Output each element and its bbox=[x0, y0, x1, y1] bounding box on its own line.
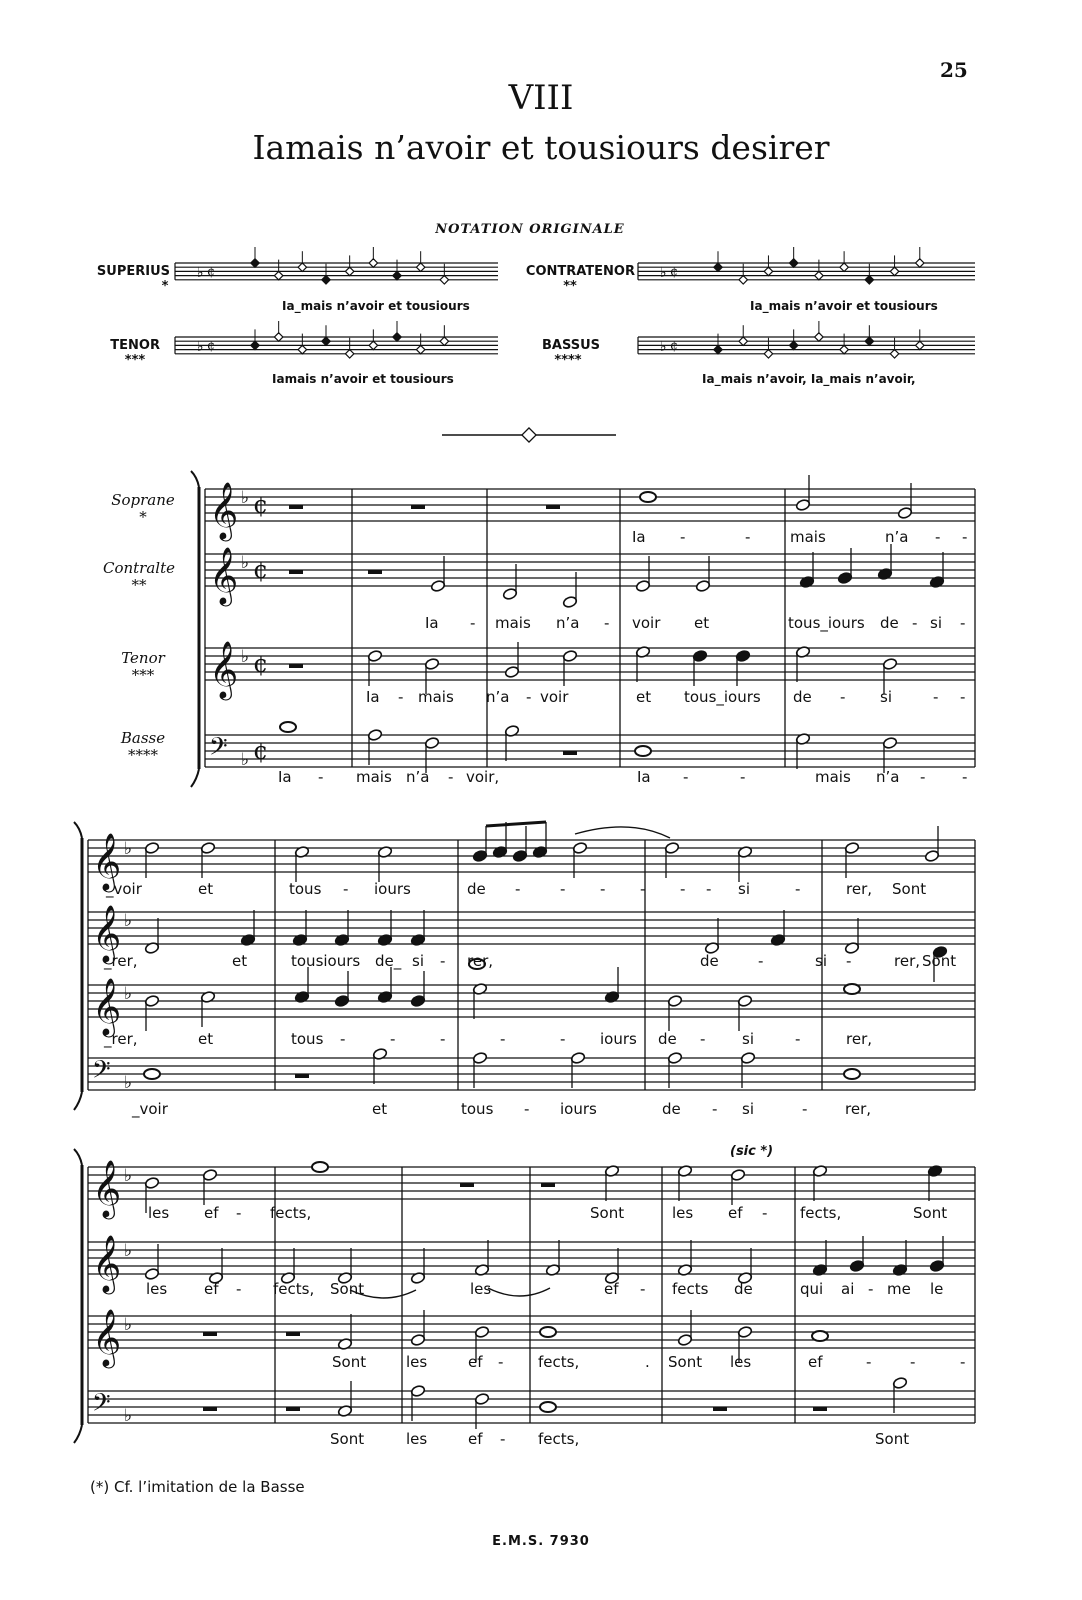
lyric-syllable: ef bbox=[808, 1353, 823, 1371]
lyric-syllable: - bbox=[236, 1280, 242, 1298]
lyric-syllable: ef bbox=[204, 1280, 219, 1298]
flat-icon: ♭ bbox=[241, 647, 250, 667]
lyric-syllable: voir bbox=[540, 688, 569, 706]
incipit-label-superius: SUPERIUS * bbox=[96, 264, 170, 294]
lyric-syllable: les bbox=[730, 1353, 752, 1371]
whole-rest bbox=[286, 1332, 300, 1336]
whole-note bbox=[540, 1402, 556, 1412]
lyric-syllable: si bbox=[742, 1030, 754, 1048]
mensural-note bbox=[393, 271, 401, 279]
cut-time-icon: ¢ bbox=[670, 337, 679, 353]
whole-rest bbox=[286, 1407, 300, 1411]
tie bbox=[488, 1288, 550, 1296]
lyric-syllable: si bbox=[930, 614, 942, 632]
mensural-note bbox=[322, 337, 330, 345]
mensural-note bbox=[815, 271, 823, 279]
lyric-syllable: me bbox=[887, 1280, 911, 1298]
lyric-syllable: Sont bbox=[590, 1204, 625, 1222]
lyric-syllable: - bbox=[910, 1353, 916, 1371]
lyric-syllable: - bbox=[560, 1030, 566, 1048]
lyric-syllable: n’a bbox=[876, 768, 900, 786]
lyric-syllable: fects, bbox=[800, 1204, 842, 1222]
bass-clef-icon: 𝄢 bbox=[92, 1055, 111, 1089]
mensural-note bbox=[865, 337, 873, 345]
lyric-syllable: si bbox=[742, 1100, 754, 1118]
flat-icon: ♭ bbox=[124, 1241, 133, 1261]
lyric-syllable: iours bbox=[374, 880, 411, 898]
lyric-syllable: et bbox=[694, 614, 710, 632]
mensural-note bbox=[916, 341, 924, 349]
mensural-note bbox=[714, 345, 722, 353]
lyric-syllable: - bbox=[912, 614, 918, 632]
cut-time-icon: ¢ bbox=[207, 337, 216, 353]
mensural-note bbox=[890, 350, 898, 358]
mensural-note bbox=[440, 337, 448, 345]
bracket-tail bbox=[74, 1425, 82, 1443]
treble-clef-icon: 𝄞 bbox=[209, 640, 239, 698]
lyric-syllable: ai bbox=[841, 1280, 855, 1298]
lyric-syllable: Sont bbox=[332, 1353, 367, 1371]
lyric-syllable: si bbox=[880, 688, 892, 706]
mensural-note bbox=[840, 345, 848, 353]
flat-icon: ♭ bbox=[660, 265, 667, 281]
lyric-syllable: les bbox=[146, 1280, 168, 1298]
mensural-note bbox=[739, 337, 747, 345]
cut-time-icon: ¢ bbox=[253, 650, 269, 678]
lyric-syllable: de bbox=[700, 952, 719, 970]
lyric-syllable: et bbox=[372, 1100, 388, 1118]
whole-rest bbox=[713, 1407, 727, 1411]
flat-icon: ♭ bbox=[124, 1406, 133, 1426]
lyric-syllable: - bbox=[758, 952, 764, 970]
lyric-syllable: rer, bbox=[845, 1100, 872, 1118]
mensural-note bbox=[789, 341, 797, 349]
catalog-number: E.M.S. 7930 bbox=[492, 1534, 590, 1549]
flat-icon: ♭ bbox=[124, 1315, 133, 1335]
lyric-syllable: - bbox=[846, 952, 852, 970]
lyric-syllable: Sont bbox=[330, 1280, 365, 1298]
flat-icon: ♭ bbox=[197, 339, 204, 355]
lyric-syllable: - bbox=[560, 880, 566, 898]
lyric-syllable: - bbox=[683, 768, 689, 786]
lyric-syllable: Ia bbox=[632, 528, 646, 546]
lyric-syllable: les bbox=[672, 1204, 694, 1222]
treble-clef-icon: 𝄞 bbox=[92, 832, 122, 890]
mensural-note bbox=[865, 276, 873, 284]
lyric-syllable: mais bbox=[790, 528, 826, 546]
whole-note bbox=[280, 722, 296, 732]
flat-icon: ♭ bbox=[197, 265, 204, 281]
notation-heading: NOTATION ORIGINALE bbox=[435, 222, 625, 237]
lyric-syllable: fects, bbox=[273, 1280, 315, 1298]
lyric-syllable: de bbox=[880, 614, 899, 632]
whole-note bbox=[540, 1327, 556, 1337]
lyric-syllable: Ia bbox=[425, 614, 439, 632]
lyric-syllable: voir, bbox=[466, 768, 500, 786]
lyric-syllable: - bbox=[524, 1100, 530, 1118]
whole-note bbox=[635, 746, 651, 756]
mensural-note bbox=[393, 333, 401, 341]
lyric-syllable: tous bbox=[291, 1030, 324, 1048]
lyric-syllable: - bbox=[440, 952, 446, 970]
lyric-syllable: Sont bbox=[922, 952, 957, 970]
lyric-syllable: - bbox=[640, 1280, 646, 1298]
voice-label-basse: Basse **** bbox=[120, 729, 166, 764]
lyric-syllable: - bbox=[712, 1100, 718, 1118]
lyric-syllable: iours bbox=[560, 1100, 597, 1118]
lyric-syllable: tous_iours bbox=[684, 688, 761, 706]
mensural-note bbox=[916, 259, 924, 267]
lyric-syllable: Ia bbox=[637, 768, 651, 786]
lyric-syllable: - bbox=[700, 1030, 706, 1048]
lyric-syllable: fects bbox=[672, 1280, 709, 1298]
lyric-syllable: les bbox=[148, 1204, 170, 1222]
lyric-syllable: de bbox=[793, 688, 812, 706]
whole-rest bbox=[289, 505, 303, 509]
lyric-syllable: Ia bbox=[366, 688, 380, 706]
treble-clef-icon: 𝄞 bbox=[92, 977, 122, 1035]
whole-note bbox=[812, 1331, 828, 1341]
lyric-syllable: _voir bbox=[132, 1100, 168, 1118]
mensural-note bbox=[764, 350, 772, 358]
mensural-note bbox=[274, 333, 282, 341]
lyric-syllable: Ia bbox=[278, 768, 292, 786]
whole-rest bbox=[295, 1074, 309, 1078]
lyric-syllable: et bbox=[232, 952, 248, 970]
lyric-syllable: mais bbox=[356, 768, 392, 786]
lyric-syllable: si bbox=[738, 880, 750, 898]
lyric-syllable: - bbox=[440, 1030, 446, 1048]
lyric-syllable: n’a bbox=[556, 614, 580, 632]
lyric-syllable: - bbox=[604, 614, 610, 632]
lyric-syllable: - bbox=[500, 1430, 506, 1448]
whole-rest bbox=[289, 664, 303, 668]
lyric-syllable: mais bbox=[495, 614, 531, 632]
bracket-tail bbox=[74, 1092, 82, 1110]
lyric-syllable: - bbox=[802, 1100, 808, 1118]
treble-clef-icon: 𝄞 bbox=[209, 546, 239, 604]
whole-rest bbox=[411, 505, 425, 509]
whole-rest bbox=[541, 1183, 555, 1187]
lyric-syllable: Sont bbox=[913, 1204, 948, 1222]
lyric-syllable: - bbox=[960, 688, 966, 706]
tie bbox=[575, 827, 670, 838]
lyric-syllable: - bbox=[398, 688, 404, 706]
lyric-syllable: rer, bbox=[467, 952, 494, 970]
lyric-syllable: n’a bbox=[406, 768, 430, 786]
flat-icon: ♭ bbox=[124, 911, 133, 931]
mensural-note bbox=[369, 259, 377, 267]
voice-label-tenor: Tenor *** bbox=[121, 649, 165, 684]
lyric-syllable: Sont bbox=[668, 1353, 703, 1371]
lyric-syllable: - bbox=[680, 528, 686, 546]
lyric-syllable: les bbox=[406, 1430, 428, 1448]
lyric-syllable: rer, bbox=[894, 952, 921, 970]
lyric-syllable: ef bbox=[728, 1204, 743, 1222]
piece-number: VIII bbox=[508, 78, 574, 118]
lyric-syllable: voir bbox=[632, 614, 661, 632]
whole-rest bbox=[563, 751, 577, 755]
whole-rest bbox=[203, 1407, 217, 1411]
lyric-syllable: - bbox=[762, 1204, 768, 1222]
lyric-syllable: les bbox=[470, 1280, 492, 1298]
lyric-syllable: - bbox=[236, 1204, 242, 1222]
lyric-syllable: n’a bbox=[486, 688, 510, 706]
mensural-note bbox=[369, 341, 377, 349]
flat-icon: ♭ bbox=[124, 1166, 133, 1186]
mensural-note bbox=[890, 267, 898, 275]
incipit-lyric-superius: Ia_mais n’avoir et tousiours bbox=[282, 299, 470, 313]
lyric-syllable: Sont bbox=[892, 880, 927, 898]
flat-icon: ♭ bbox=[241, 750, 250, 770]
lyric-syllable: fects, bbox=[538, 1430, 580, 1448]
voice-label-soprane: Soprane * bbox=[111, 491, 175, 526]
lyric-syllable: de bbox=[658, 1030, 677, 1048]
lyric-syllable: - bbox=[448, 768, 454, 786]
lyric-syllable: Sont bbox=[330, 1430, 365, 1448]
lyric-syllable: - bbox=[745, 528, 751, 546]
lyric-syllable: fects, bbox=[270, 1204, 312, 1222]
ornament-diamond bbox=[522, 428, 536, 442]
whole-rest bbox=[289, 570, 303, 574]
lyric-syllable: et bbox=[636, 688, 652, 706]
mensural-note bbox=[714, 263, 722, 271]
lyric-syllable: le bbox=[930, 1280, 944, 1298]
whole-rest bbox=[546, 505, 560, 509]
lyric-syllable: - bbox=[962, 528, 968, 546]
whole-note bbox=[312, 1162, 328, 1172]
cut-time-icon: ¢ bbox=[207, 263, 216, 279]
lyric-syllable: - bbox=[340, 1030, 346, 1048]
lyric-syllable: rer, bbox=[846, 880, 873, 898]
lyric-syllable: - bbox=[343, 880, 349, 898]
bass-clef-icon: 𝄢 bbox=[209, 732, 228, 766]
whole-note bbox=[844, 1069, 860, 1079]
mensural-note bbox=[739, 276, 747, 284]
treble-clef-icon: 𝄞 bbox=[92, 1234, 122, 1292]
lyric-syllable: de_ bbox=[375, 952, 402, 970]
lyric-syllable: tous bbox=[289, 880, 322, 898]
lyric-syllable: tousiours bbox=[291, 952, 361, 970]
whole-rest bbox=[460, 1183, 474, 1187]
lyric-syllable: . bbox=[645, 1353, 650, 1371]
mensural-note bbox=[416, 345, 424, 353]
whole-rest bbox=[813, 1407, 827, 1411]
lyric-syllable: - bbox=[840, 688, 846, 706]
lyric-syllable: _rer, bbox=[104, 952, 138, 970]
lyric-syllable: - bbox=[933, 688, 939, 706]
mensural-note bbox=[345, 350, 353, 358]
bracket-tail bbox=[191, 769, 199, 787]
lyric-syllable: qui bbox=[800, 1280, 824, 1298]
treble-clef-icon: 𝄞 bbox=[92, 1159, 122, 1217]
lyric-syllable: ef bbox=[468, 1430, 483, 1448]
mensural-note bbox=[416, 263, 424, 271]
lyric-syllable: - bbox=[390, 1030, 396, 1048]
lyric-syllable: Sont bbox=[875, 1430, 910, 1448]
lyric-syllable: - bbox=[500, 1030, 506, 1048]
lyric-syllable: de bbox=[734, 1280, 753, 1298]
flat-icon: ♭ bbox=[124, 839, 133, 859]
lyric-syllable: - bbox=[498, 1353, 504, 1371]
incipit-lyric-contratenor: Ia_mais n’avoir et tousiours bbox=[750, 299, 938, 313]
bass-clef-icon: 𝄢 bbox=[92, 1388, 111, 1422]
cut-time-icon: ¢ bbox=[253, 556, 269, 584]
incipit-label-contratenor: CONTRATENOR ** bbox=[525, 264, 635, 294]
footnote: (*) Cf. l’imitation de la Basse bbox=[90, 1478, 305, 1496]
beam bbox=[486, 822, 546, 826]
lyric-syllable: - bbox=[866, 1353, 872, 1371]
whole-note bbox=[144, 1069, 160, 1079]
piece-title: Iamais n’avoir et tousiours desirer bbox=[252, 128, 830, 167]
lyric-syllable: _voir bbox=[106, 880, 142, 898]
lyric-syllable: - bbox=[740, 768, 746, 786]
treble-clef-icon: 𝄞 bbox=[92, 1308, 122, 1366]
mensural-note bbox=[322, 276, 330, 284]
whole-note bbox=[640, 492, 656, 502]
lyric-syllable: de bbox=[467, 880, 486, 898]
page-number: 25 bbox=[940, 58, 968, 82]
lyric-syllable: - bbox=[318, 768, 324, 786]
mensural-note bbox=[764, 267, 772, 275]
lyric-syllable: et bbox=[198, 1030, 214, 1048]
lyric-syllable: - bbox=[600, 880, 606, 898]
lyric-syllable: - bbox=[515, 880, 521, 898]
whole-rest bbox=[203, 1332, 217, 1336]
flat-icon: ♭ bbox=[241, 553, 250, 573]
voice-label-contralte: Contralte ** bbox=[102, 559, 175, 594]
lyric-syllable: mais bbox=[418, 688, 454, 706]
lyric-syllable: si bbox=[815, 952, 827, 970]
bracket-head bbox=[74, 1149, 82, 1165]
treble-clef-icon: 𝄞 bbox=[92, 904, 122, 962]
lyric-syllable: - bbox=[795, 880, 801, 898]
incipit-lyric-tenor: Iamais n’avoir et tousiours bbox=[272, 372, 454, 386]
flat-icon: ♭ bbox=[241, 488, 250, 508]
lyric-syllable: iours bbox=[600, 1030, 637, 1048]
lyric-syllable: - bbox=[680, 880, 686, 898]
lyric-syllable: - bbox=[706, 880, 712, 898]
flat-icon: ♭ bbox=[124, 984, 133, 1004]
mensural-note bbox=[440, 276, 448, 284]
lyric-syllable: _rer, bbox=[104, 1030, 138, 1048]
treble-clef-icon: 𝄞 bbox=[209, 481, 239, 539]
lyric-syllable: - bbox=[795, 1030, 801, 1048]
mensural-note bbox=[840, 263, 848, 271]
mensural-note bbox=[298, 345, 306, 353]
mensural-note bbox=[815, 333, 823, 341]
cut-time-icon: ¢ bbox=[253, 491, 269, 519]
lyric-syllable: et bbox=[198, 880, 214, 898]
lyric-syllable: les bbox=[406, 1353, 428, 1371]
mensural-note bbox=[251, 341, 259, 349]
lyric-syllable: tous bbox=[461, 1100, 494, 1118]
mensural-note bbox=[345, 267, 353, 275]
incipit-label-bassus: BASSUS **** bbox=[541, 338, 600, 368]
lyric-syllable: mais bbox=[815, 768, 851, 786]
cut-time-icon: ¢ bbox=[670, 263, 679, 279]
lyric-syllable: - bbox=[962, 768, 968, 786]
lyric-syllable: ef bbox=[204, 1204, 219, 1222]
incipit-lyric-bassus: Ia_mais n’avoir, Ia_mais n’avoir, bbox=[702, 372, 916, 386]
lyric-syllable: - bbox=[640, 880, 646, 898]
flat-icon: ♭ bbox=[124, 1073, 133, 1093]
lyric-syllable: n’a bbox=[885, 528, 909, 546]
incipit-label-tenor: TENOR *** bbox=[110, 338, 160, 368]
lyric-syllable: - bbox=[935, 528, 941, 546]
lyric-syllable: - bbox=[470, 614, 476, 632]
mensural-note bbox=[789, 259, 797, 267]
lyric-syllable: si bbox=[412, 952, 424, 970]
lyric-syllable: de bbox=[662, 1100, 681, 1118]
lyric-syllable: - bbox=[868, 1280, 874, 1298]
mensural-note bbox=[251, 259, 259, 267]
lyric-syllable: ef bbox=[468, 1353, 483, 1371]
flat-icon: ♭ bbox=[660, 339, 667, 355]
lyric-syllable: - bbox=[526, 688, 532, 706]
mensural-note bbox=[274, 271, 282, 279]
lyric-syllable: ef bbox=[604, 1280, 619, 1298]
bracket-head bbox=[74, 822, 82, 838]
lyric-syllable: tous_iours bbox=[788, 614, 865, 632]
lyric-syllable: - bbox=[960, 614, 966, 632]
mensural-note bbox=[298, 263, 306, 271]
lyric-syllable: fects, bbox=[538, 1353, 580, 1371]
whole-note bbox=[844, 984, 860, 994]
bracket-head bbox=[191, 471, 199, 487]
lyric-syllable: rer, bbox=[846, 1030, 873, 1048]
whole-rest bbox=[368, 570, 382, 574]
lyric-syllable: - bbox=[920, 768, 926, 786]
cut-time-icon: ¢ bbox=[253, 737, 269, 765]
lyric-syllable: - bbox=[960, 1353, 966, 1371]
sic-annotation: (sic *) bbox=[730, 1144, 774, 1159]
